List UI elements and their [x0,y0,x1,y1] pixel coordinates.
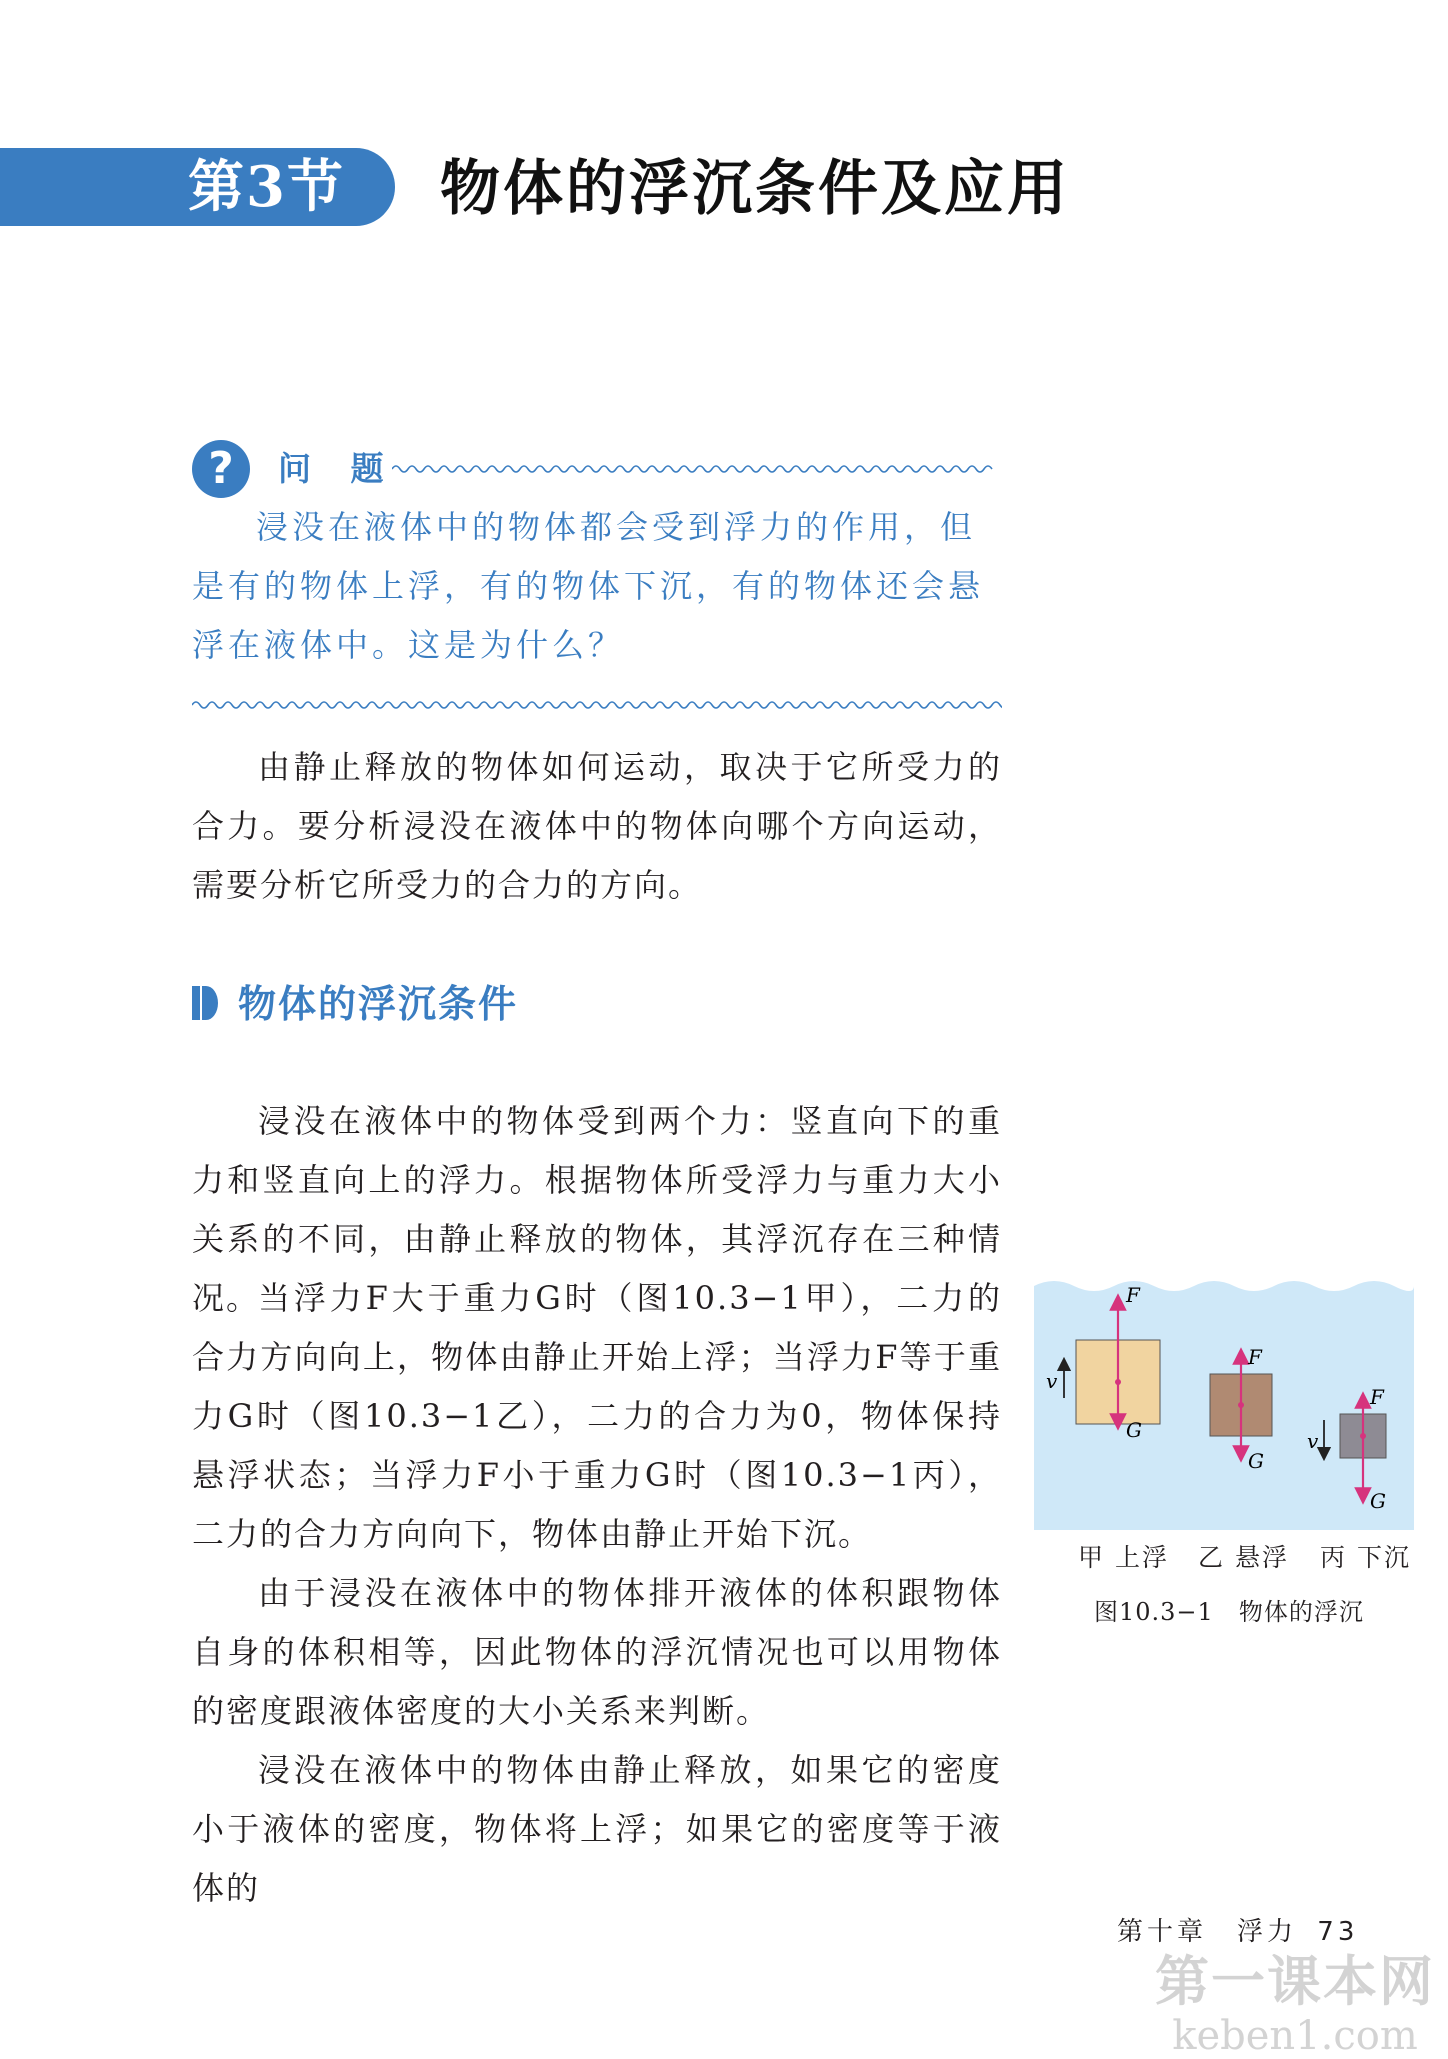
suspend-force-f: F [1248,1345,1262,1369]
wave-divider-bottom [192,698,1002,712]
float-force-g: G [1126,1418,1142,1442]
page-footer [1117,1912,1358,1952]
figure-label-sink: 丙 下沉 [1320,1543,1411,1572]
watermark-line2: keben1.com [1172,2013,1418,2059]
suspend-force-g: G [1248,1449,1264,1473]
figure-label-suspend: 乙 悬浮 [1198,1543,1289,1572]
paragraph-4: 浸没在液体中的物体由静止释放，如果它的密度小于液体的密度，物体将上浮；如果它的密度等于液体的 [192,1751,1002,1907]
paragraph-1: 浸没在液体中的物体受到两个力：竖直向下的重力和竖直向上的浮力。根据物体所受浮力与重力大小关系的不同，由静止释放的物体，其浮沉存在三种情况。 [192,1102,1002,1317]
subheading: 物体的浮沉条件 [238,982,519,1026]
question-text: 浸没在液体中的物体都会受到浮力的作用，但是有的物体上浮，有的物体下沉，有的物体还会悬浮在液体中。这是为什么？ [192,508,985,664]
figure-caption: 图10.3−1 物体的浮沉 [1094,1598,1364,1626]
watermark [1150,1950,1440,2058]
sink-force-g: G [1370,1489,1386,1513]
page-title: 物体的浮沉条件及应用 [440,154,1070,224]
paragraph-2: 当浮力F大于重力G时（图10.3−1甲），二力的合力方向向上，物体由静止开始上浮；当浮力F等于重力G时（图10.3−1乙），二力的合力为0，物体保持悬浮状态；当浮力F小于重力G时（图10.3−1丙），二力的合力方向向下，物体由静止开始下沉。 [192,1279,1002,1553]
watermark-line1: 第一课本网 [1155,1950,1435,2013]
figure-label-float: 甲 上浮 [1078,1543,1169,1572]
wave-divider-top [392,462,1002,476]
sink-force-f: F [1370,1385,1384,1409]
footer-chapter: 第十章 浮力 [1117,1917,1298,1947]
intro-paragraph: 由静止释放的物体如何运动，取决于它所受力的合力。要分析浸没在液体中的物体向哪个方向运动，需要分析它所受力的合力的方向。 [192,748,1002,904]
float-velocity: v [1046,1369,1058,1393]
question-mark-icon: ? [192,440,250,498]
buoyancy-figure [1034,1272,1414,1530]
subheading-marker-icon [192,986,218,1020]
section-number: 第3节 [188,154,345,220]
float-force-f: F [1126,1283,1140,1307]
paragraph-3: 由于浸没在液体中的物体排开液体的体积跟物体自身的体积相等，因此物体的浮沉情况也可以用物体的密度跟液体密度的大小关系来判断。 [192,1574,1002,1730]
question-label: 问 题 [278,449,398,488]
page-number: 73 [1317,1917,1359,1947]
sink-velocity: v [1307,1429,1319,1453]
